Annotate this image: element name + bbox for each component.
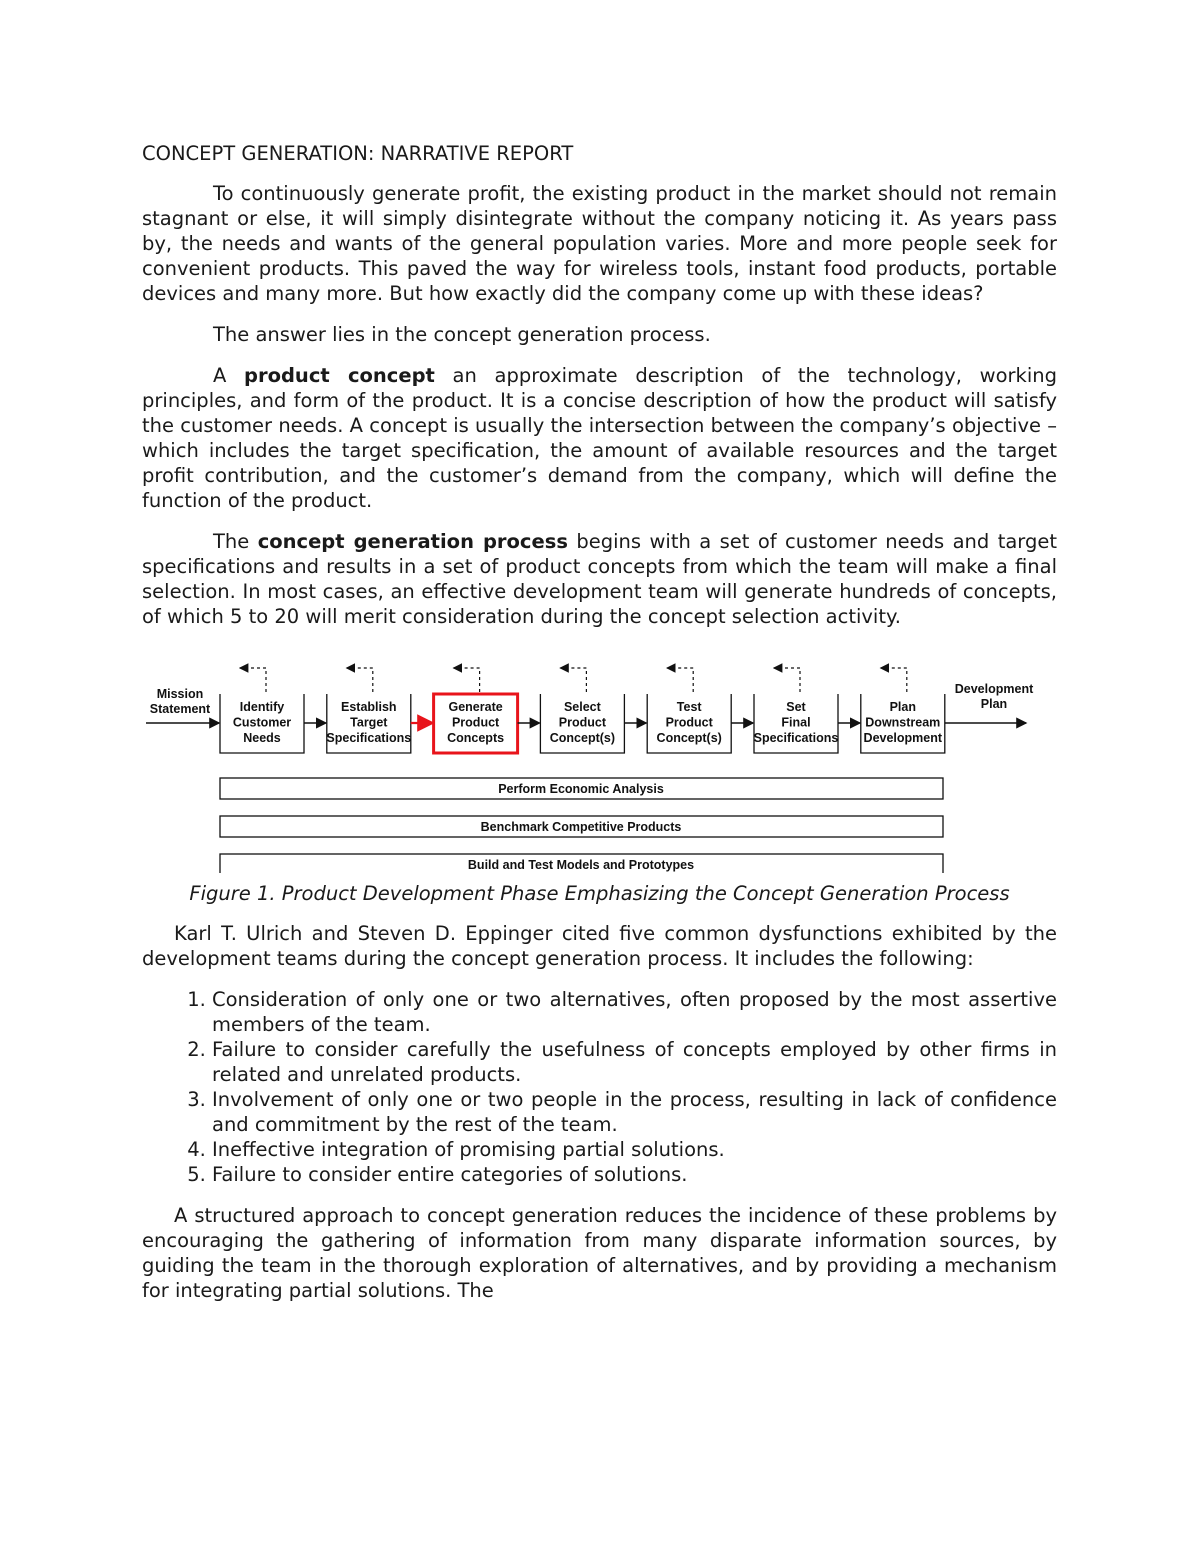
- step-label: Select Product Concept(s): [549, 700, 616, 745]
- feedback-arrow: [240, 668, 266, 692]
- term-concept-generation-process: concept generation process: [257, 530, 568, 553]
- paragraph-structured-approach: A structured approach to concept generation reduces the incidence of these problems by encouraging the gathering of information from many disparate information sources, by guiding the team in the thorough exploration of alternatives, and by providing a mechanism for integrating partial solutions. The: [142, 1204, 1057, 1302]
- step-label: Test Product Concept(s): [656, 700, 722, 745]
- step-label: Plan Downstream Development: [863, 700, 943, 745]
- paragraph-body: an approximate description of the technology, working principles, and form of the product. It is a concise description of how the product will satisfy the customer needs. A concept is usually the intersection between the company’s objective – which includes the target specification, the amount of available resources and the target profit contribution, and the customer’s demand from the company, which will define the function of the product.: [142, 364, 1057, 512]
- paragraph-product-concept: [142, 363, 1057, 513]
- paragraph-lead: The: [213, 530, 258, 553]
- activity-bar-label: Build and Test Models and Prototypes: [467, 858, 695, 872]
- list-item: 3. Involvement of only one or two people in the process, resulting in lack of confidence and commitment by the rest of the team.: [212, 1087, 1057, 1137]
- feedback-arrow: [454, 668, 480, 692]
- mission-statement-label: Mission Statement: [149, 687, 211, 716]
- activity-bar-label: Perform Economic Analysis: [498, 782, 664, 796]
- list-item: 5. Failure to consider entire categories of solutions.: [212, 1162, 1057, 1187]
- step-label: Identify Customer Needs: [232, 700, 292, 745]
- process-diagram: [142, 645, 1057, 873]
- development-plan-label: Development Plan: [954, 682, 1034, 711]
- step-label: Establish Target Specifications: [326, 700, 412, 745]
- list-item: 2. Failure to consider carefully the usefulness of concepts employed by other firms in related and unrelated products.: [212, 1037, 1057, 1087]
- list-item: 4. Ineffective integration of promising partial solutions.: [212, 1137, 1057, 1162]
- list-item: 1. Consideration of only one or two alternatives, often proposed by the most assertive members of the team.: [212, 987, 1057, 1037]
- document-title: CONCEPT GENERATION: NARRATIVE REPORT: [142, 142, 574, 165]
- paragraph-generation-process: [142, 529, 1057, 629]
- feedback-arrow: [347, 668, 373, 692]
- feedback-arrow: [560, 668, 586, 692]
- step-label: Generate Product Concepts: [447, 700, 505, 745]
- feedback-arrow: [667, 668, 693, 692]
- document-page: [142, 138, 1057, 1319]
- paragraph-dysfunctions: Karl T. Ulrich and Steven D. Eppinger cited five common dysfunctions exhibited by the development teams during the concept generation process. It includes the following:: [142, 922, 1057, 970]
- term-product-concept: product concept: [244, 364, 435, 387]
- figure-caption: Figure 1. Product Development Phase Emphasizing the Concept Generation Process: [189, 882, 1010, 905]
- activity-bar-label: Benchmark Competitive Products: [480, 820, 682, 834]
- paragraph-intro: To continuously generate profit, the existing product in the market should not remain stagnant or else, it will simply disintegrate without the company noticing it. As years pass by, the needs and wants of the general population varies. More and more people seek for convenient products. This paved the way for wireless tools, instant food products, portable devices and many more. But how exactly did the company come up with these ideas?: [142, 182, 1057, 305]
- figure-product-development: [142, 645, 1057, 873]
- paragraph-body: begins with a set of customer needs and target specifications and results in a set of product concepts from which the team will make a final selection. In most cases, an effective development team will generate hundreds of concepts, of which 5 to 20 will merit consideration during the concept selection activity.: [142, 530, 1057, 628]
- dysfunction-list: [142, 987, 1057, 1187]
- paragraph-answer: The answer lies in the concept generation process.: [213, 323, 711, 346]
- feedback-arrow: [881, 668, 907, 692]
- paragraph-lead: A: [213, 364, 244, 387]
- step-label: Set Final Specifications: [753, 700, 839, 745]
- feedback-arrow: [774, 668, 800, 692]
